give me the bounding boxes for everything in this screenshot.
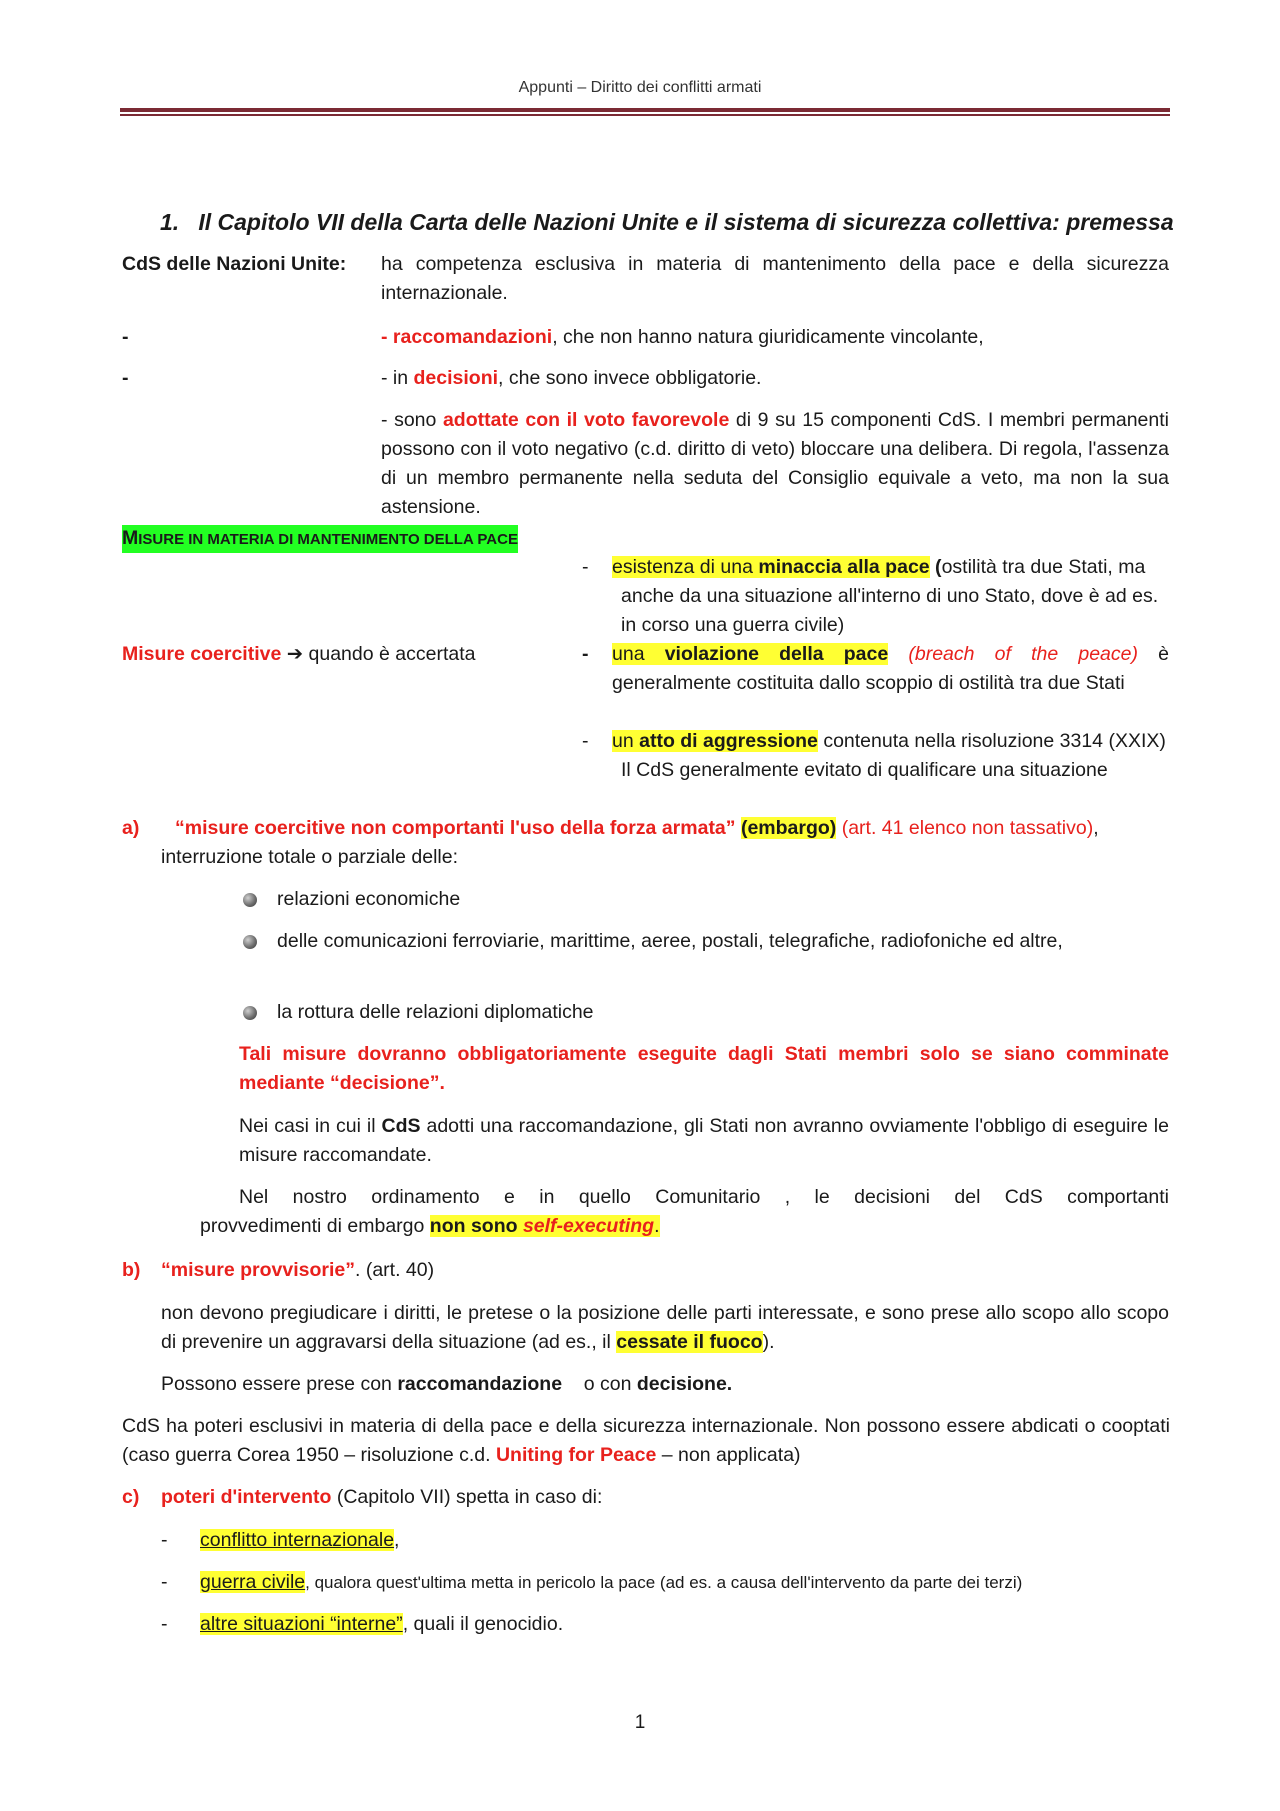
- embargo-line-2: provvedimenti di embargo non sono self-executing.: [200, 1215, 660, 1237]
- running-header: Appunti – Diritto dei conflitti armati: [518, 79, 762, 96]
- cds-label: CdS delle Nazioni Unite:: [122, 253, 347, 275]
- cds-text: ha competenza esclusiva in materia di mantenimento della pace e della sicurezza internazionale.: [381, 253, 1169, 304]
- b-letter: b): [122, 1259, 141, 1281]
- violazione-dash: -: [582, 643, 589, 665]
- uniting-for-peace: Uniting for Peace: [495, 1444, 657, 1466]
- bullet-icon: [243, 935, 257, 949]
- poteri-paragraph: CdS ha poteri esclusivi in materia di della pace e della sicurezza internazionale. Non possono essere abdicati o cooptati (caso guerra Corea 1950 – risoluzione c.d. Uniting for Peace – non applicata): [122, 1415, 1170, 1466]
- header-rule-thick: [120, 108, 1170, 112]
- c-heading: poteri d'intervento (Capitolo VII) spetta in caso di:: [161, 1486, 603, 1508]
- c-item: altre situazioni “interne”, quali il genocidio.: [200, 1613, 564, 1635]
- breach-term: (breach of the peace): [908, 643, 1138, 665]
- raccomandazioni-rest: , che non hanno natura giuridicamente vincolante,: [552, 326, 984, 348]
- c-dash: -: [161, 1529, 168, 1551]
- b-heading: [161, 1256, 434, 1285]
- decisioni-line: [381, 364, 1169, 393]
- a-rest: , interruzione totale o parziale delle:: [161, 817, 1099, 868]
- dash-1: -: [122, 326, 129, 348]
- vote-paragraph: [381, 406, 1169, 522]
- raccomandazioni-line: [381, 323, 1169, 352]
- decisioni-rest: , che sono invece obbligatorie.: [498, 367, 762, 389]
- embargo-paragraph: [200, 1183, 1169, 1241]
- a-title: “misure coercitive non comportanti l'uso della forza armata”: [175, 817, 736, 839]
- aggressione-item: un atto di aggressione contenuta nella risoluzione 3314 (XXIX) Il CdS generalmente evitato di qualificare una situazione: [612, 730, 1166, 781]
- raccomandazioni-term: - raccomandazioni: [381, 326, 553, 348]
- arrow-icon: ➔: [286, 643, 304, 665]
- cds-raccom-paragraph: Nei casi in cui il CdS adotti una raccomandazione, gli Stati non avranno ovviamente l'obbligo di eseguire le misure raccomandate.: [239, 1115, 1169, 1166]
- vote-term: adottate con il voto favorevole: [442, 409, 730, 431]
- a-ref: (art. 41 elenco non tassativo): [836, 817, 1094, 839]
- c-item: guerra civile, qualora quest'ultima metta in pericolo la pace (ad es. a causa dell'intervento da parte dei terzi): [200, 1571, 1023, 1593]
- bullet-icon: [243, 893, 257, 907]
- bullet-item: la rottura delle relazioni diplomatiche: [277, 1001, 594, 1023]
- misure-heading: [122, 525, 518, 553]
- decisioni-prefix: - in: [381, 367, 414, 389]
- non-self-executing: non sono self-executing.: [429, 1215, 660, 1237]
- c-item: conflitto internazionale,: [200, 1529, 400, 1551]
- a-heading: [161, 814, 1171, 872]
- c-dash: -: [161, 1613, 168, 1635]
- violazione-hl: una violazione della pace: [612, 643, 889, 665]
- decisioni-term: decisioni: [413, 367, 499, 389]
- misure-heading-initial: M: [122, 527, 139, 549]
- header-rule-thin: [120, 114, 1170, 116]
- minaccia-dash: -: [582, 556, 589, 578]
- misure-heading-rest: ISURE IN MATERIA DI MANTENIMENTO DELLA PACE: [138, 531, 518, 548]
- aggressione-dash: -: [582, 730, 589, 752]
- minaccia-hl: esistenza di una minaccia alla pace: [612, 556, 930, 578]
- c-dash: -: [161, 1571, 168, 1593]
- b-paragraph: non devono pregiudicare i diritti, le pretese o la posizione delle parti interessate, e sono prese allo scopo allo scopo di prevenire un aggravarsi della situazione (ad es., il cessate il fuoco).: [161, 1302, 1169, 1353]
- misure-coercitive-line: [122, 640, 475, 669]
- aggressione-hl: un atto di aggressione: [612, 730, 818, 752]
- vote-rest: di 9 su 15 componenti CdS. I membri permanenti possono con il voto negativo (c.d. diritto di veto) bloccare una delibera. Di regola, l'assenza di un membro permanente nella seduta del Consiglio equivale a veto, ma non la sua astensione.: [381, 409, 1169, 518]
- section-title-text: Il Capitolo VII della Carta delle Nazioni Unite e il sistema di sicurezza collettiva: premessa: [198, 209, 1174, 235]
- bullet-item: relazioni economiche: [277, 888, 461, 910]
- page-number: 1: [634, 1712, 646, 1733]
- b-title: “misure provvisorie”: [161, 1259, 355, 1281]
- obblig-paragraph: Tali misure dovranno obbligatoriamente eseguite dagli Stati membri solo se siano comminate mediante “decisione”.: [239, 1043, 1169, 1094]
- cessate-il-fuoco: cessate il fuoco: [616, 1331, 763, 1353]
- dash-2: -: [122, 367, 129, 389]
- section-number: 1.: [160, 209, 180, 235]
- embargo-term: (embargo): [740, 817, 837, 839]
- c-title: poteri d'intervento: [161, 1486, 332, 1508]
- section-title: [160, 206, 1180, 238]
- violazione-item: una violazione della pace (breach of the peace) è generalmente costituita dallo scoppio di ostilità tra due Stati: [612, 643, 1169, 694]
- embargo-line-1: Nel nostro ordinamento e in quello Comunitario , le decisioni del CdS comportanti: [239, 1186, 1169, 1208]
- c-letter: c): [122, 1486, 140, 1508]
- minaccia-item: esistenza di una minaccia alla pace (ostilità tra due Stati, ma anche da una situazione all'interno di uno Stato, dove è ad es. in corso una guerra civile): [612, 556, 1159, 636]
- a-letter: a): [122, 817, 140, 839]
- vote-prefix: - sono: [381, 409, 443, 431]
- bullet-item: delle comunicazioni ferroviarie, marittime, aeree, postali, telegrafiche, radiofoniche ed altre,: [277, 930, 1063, 952]
- b-ref: . (art. 40): [355, 1259, 435, 1281]
- b-paragraph-2: Possono essere prese con raccomandazione o con decisione.: [161, 1373, 733, 1395]
- bullet-icon: [243, 1006, 257, 1020]
- misure-coercitive-term: Misure coercitive: [122, 643, 282, 665]
- misure-coercitive-rest: quando è accertata: [303, 643, 476, 665]
